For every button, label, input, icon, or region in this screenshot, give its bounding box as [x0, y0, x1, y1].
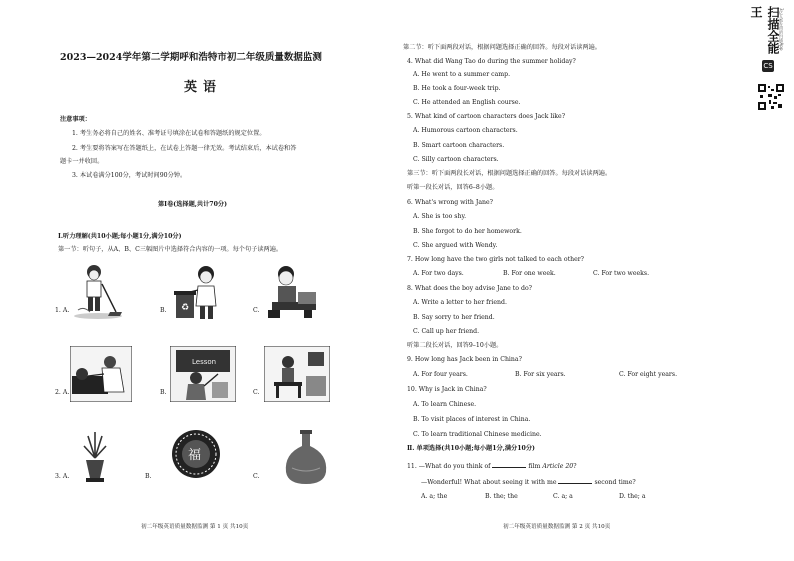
q3-label-b: B.: [145, 473, 152, 480]
notice-heading: 注意事项：: [60, 116, 91, 123]
paper-cutting-fu-image: [170, 428, 222, 480]
question-8: 8. What does the boy advise Jane to do?: [407, 285, 532, 292]
right-page: [397, 0, 769, 561]
option: A. For two days.: [413, 270, 464, 277]
boy-sitting-image: [264, 262, 322, 322]
q2-label-a: 2. A.: [55, 389, 70, 396]
scanner-brand-title: 扫描全能王: [749, 6, 780, 54]
part-heading: 第一节：听句子，从A、B、C三幅图片中选择符合内容的一项。每个句子读两遍。: [58, 246, 283, 253]
option: C. To learn traditional Chinese medicine.: [413, 431, 542, 438]
q2-label-b: B.: [160, 389, 167, 396]
dialog1-heading: 听第一段长对话，回答6–8小题。: [407, 184, 499, 191]
page-footer: 初二年级英语质量数据监测 第 2 页 共10页: [503, 524, 611, 530]
option: C. He attended an English course.: [413, 99, 521, 106]
svg-text:Lesson: Lesson: [192, 358, 217, 366]
q1-label-b: B.: [160, 307, 167, 314]
option: C. For two weeks.: [593, 270, 650, 277]
question-11-line2: [421, 477, 636, 487]
option: B. the; the: [485, 493, 518, 500]
option: A. Write a letter to her friend.: [413, 299, 507, 306]
scanner-brand-subtitle: 3亿人都在用的扫描App: [779, 8, 784, 51]
vase-image: [280, 428, 332, 486]
subject-title: 英语: [184, 80, 223, 95]
volume-heading: 第Ⅰ卷(选择题,共计70分): [158, 201, 228, 208]
q1-label-c: C.: [253, 307, 260, 314]
option: D. the; a: [619, 493, 646, 500]
man-at-computer-image: [264, 346, 330, 402]
q3-label-a: 3. A.: [55, 473, 70, 480]
notice-line: 题卡一并收回。: [60, 158, 104, 165]
option: B. Say sorry to her friend.: [413, 314, 495, 321]
option: C. She argued with Wendy.: [413, 242, 498, 249]
q1-label-a: 1. A.: [55, 307, 70, 314]
svg-text:福: 福: [188, 448, 202, 463]
boy-recycling-image: [170, 262, 228, 322]
question-5: 5. What kind of cartoon characters does Jack like?: [407, 113, 566, 120]
question-10: 10. Why is Jack in China?: [407, 386, 487, 393]
teacher-blackboard-image: [170, 346, 236, 402]
section-heading: Ⅰ.听力理解(共10小题;每小题1分,满分10分): [58, 233, 182, 240]
answer-blank: [492, 461, 526, 468]
question-7: 7. How long have the two girls not talked to each other?: [407, 256, 584, 263]
question-6: 6. What's wrong with Jane?: [407, 199, 493, 206]
option: C. Silly cartoon characters.: [413, 156, 499, 163]
part2-heading: 第二节：听下面两段对话，根据问题选择正确的回答。每段对话读两遍。: [403, 44, 601, 51]
notice-line: 1. 考生务必将自己的姓名、准考证号填涂在试卷和答题纸的规定位置。: [72, 130, 266, 137]
q11-text: —Wonderful! What about seeing it with me: [421, 479, 557, 486]
scanner-logo-icon: CS: [763, 62, 773, 70]
svg-text:♻: ♻: [181, 303, 190, 313]
option: B. He took a four-week trip.: [413, 85, 501, 92]
option: B. Smart cartoon characters.: [413, 142, 505, 149]
question-11: [407, 461, 577, 471]
potted-plant-image: [80, 428, 110, 484]
q11-text: 11. —What do you think of: [407, 463, 491, 470]
qr-code-icon: [758, 84, 784, 110]
q11-text: film: [528, 463, 541, 470]
dialog2-heading: 听第二段长对话，回答9–10小题。: [407, 342, 503, 349]
exam-title: 2023—2024学年第二学期呼和浩特市初二年级质量数据监测: [60, 52, 322, 63]
notice-line: 2. 考生要将答案写在答题纸上，在试卷上答题一律无效。考试结束后，本试卷和答: [72, 145, 297, 152]
boy-sweeping-image: [70, 262, 126, 320]
notice-line: 3. 本试卷满分100分，考试时间90分钟。: [72, 172, 187, 179]
option: A. To learn Chinese.: [413, 401, 477, 408]
option: A. Humorous cartoon characters.: [413, 127, 518, 134]
q2-label-c: C.: [253, 389, 260, 396]
option: A. a; the: [421, 493, 448, 500]
option: B. To visit places of interest in China.: [413, 416, 531, 423]
option: C. a; a: [553, 493, 573, 500]
option: A. For four years.: [413, 371, 468, 378]
question-9: 9. How long has Jack been in China?: [407, 356, 522, 363]
option: B. For six years.: [515, 371, 566, 378]
q11-text: second time?: [594, 479, 636, 486]
answer-blank: [558, 477, 592, 484]
question-4: 4. What did Wang Tao do during the summer holiday?: [407, 58, 576, 65]
section2-heading: Ⅱ. 单项选择(共10小题;每小题1分,满分10分): [407, 445, 535, 452]
option: A. She is too shy.: [413, 213, 467, 220]
option: B. She forgot to do her homework.: [413, 228, 522, 235]
option: C. Call up her friend.: [413, 328, 480, 335]
option: B. For one week.: [503, 270, 556, 277]
doctor-patient-image: [70, 346, 132, 402]
option: A. He went to a summer camp.: [413, 71, 511, 78]
q3-label-c: C.: [253, 473, 260, 480]
film-title: Article 20: [542, 463, 574, 470]
part3-heading: 第三节：听下面两段长对话，根据问题选择正确的回答。每段对话读两遍。: [407, 170, 612, 177]
option: C. For eight years.: [619, 371, 678, 378]
q11-text: ?: [573, 463, 577, 470]
page-footer: 初二年级英语质量数据监测 第 1 页 共10页: [141, 524, 249, 530]
